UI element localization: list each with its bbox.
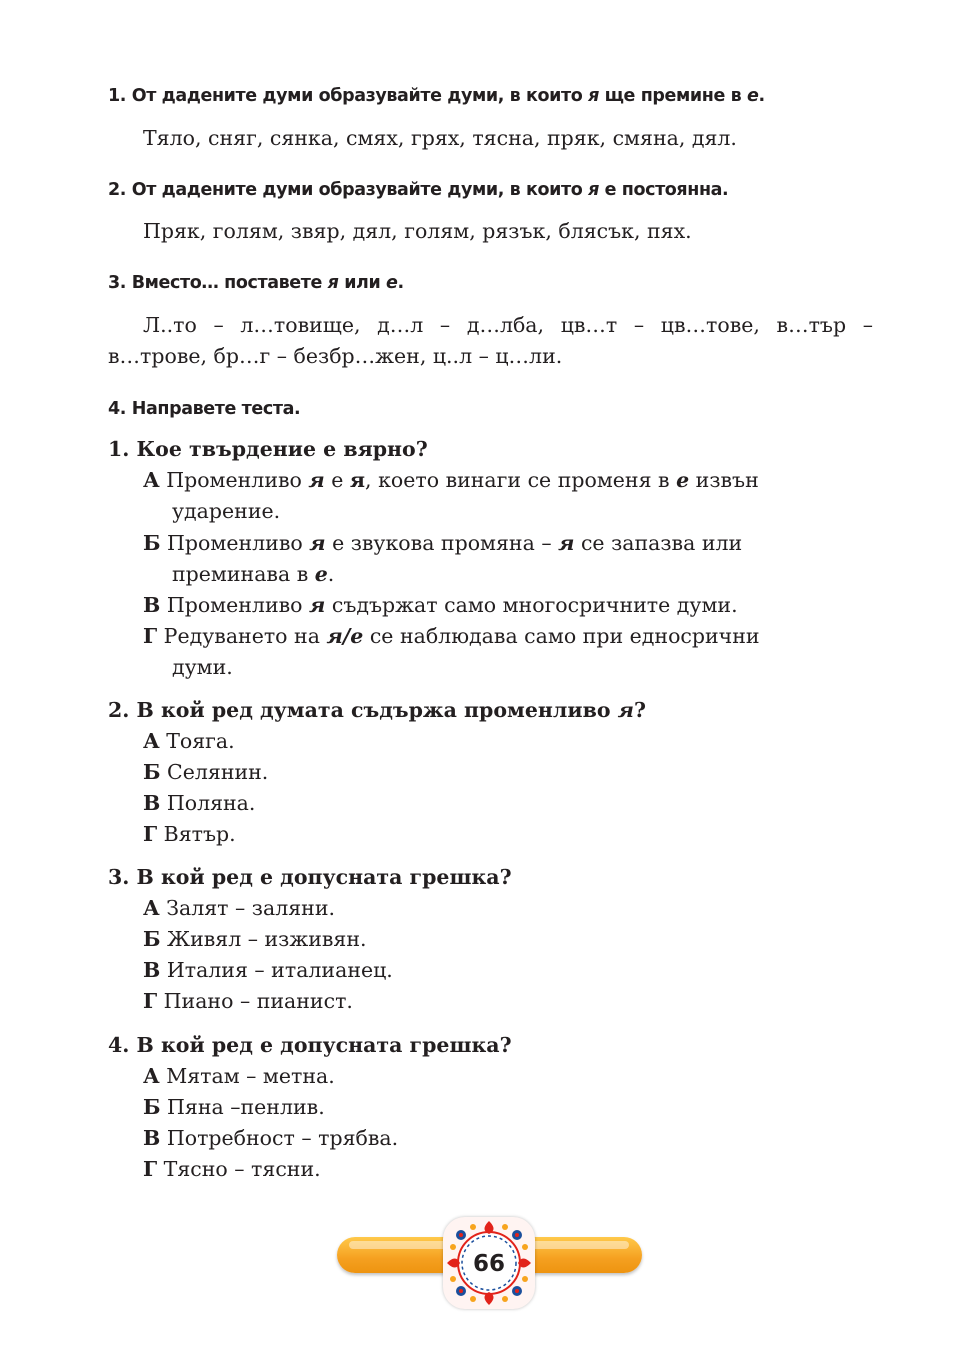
q3-option: [143, 924, 873, 955]
q1-option-g-text-1: Редуването на: [157, 624, 327, 648]
q1-option-v-ya: я: [309, 593, 326, 617]
q4-option-letter: Г: [143, 1157, 158, 1181]
question-2-ya: я: [617, 698, 634, 722]
task-3-heading-period: .: [397, 273, 404, 293]
task-4-heading: 4. Направете теста.: [108, 399, 301, 419]
q1-option-b-ya-2: я: [558, 531, 575, 555]
question-2-text: 2. В кой ред думата съдържа променливо: [108, 698, 618, 722]
q2-option: [143, 726, 873, 757]
q1-option-a-text-4: извън: [689, 468, 759, 492]
q3-option-text: Пиано – пианист.: [157, 989, 353, 1013]
q2-option: [143, 757, 873, 788]
q4-option-text: Потребност – трябва.: [160, 1126, 399, 1150]
q4-option-letter: Б: [143, 1095, 161, 1119]
question-2: [108, 695, 646, 726]
q1-option-a-letter: А: [143, 468, 160, 492]
q1-option-v: [143, 590, 873, 621]
q1-option-a-e: е: [676, 468, 690, 492]
q2-option-text: Селянин.: [160, 760, 269, 784]
q1-option-g-letter: Г: [143, 624, 158, 648]
task-1-heading-letter-ya: я: [588, 86, 599, 106]
q1-option-g-ya-e: я/е: [326, 624, 364, 648]
task-1-heading-text-2: ще премине в: [598, 86, 747, 106]
q4-option-letter: В: [143, 1126, 161, 1150]
task-3-heading-letter-e: е: [386, 273, 398, 293]
q1-option-b-text-2: е звукова промяна –: [325, 531, 559, 555]
q1-option-a-text-3: , което винаги се променя в: [365, 468, 677, 492]
task-2-heading-text-2: е постоянна.: [598, 180, 729, 200]
q4-option: [143, 1061, 873, 1092]
q1-option-a-ya-2: я: [349, 468, 366, 492]
q3-option-text: Живял – изживян.: [160, 927, 367, 951]
question-3: 3. В кой ред е допусната грешка?: [108, 865, 512, 889]
q1-option-a-text-2: е: [324, 468, 350, 492]
q3-option-letter: Г: [143, 989, 158, 1013]
q1-option-b-ya-1: я: [309, 531, 326, 555]
task-3-line-2: в…трове, бр…г – безбр…жен, ц..л – ц…ли.: [108, 344, 563, 368]
task-1-heading-text: 1. От дадените думи образувайте думи, в които: [108, 86, 589, 106]
task-2-heading: [108, 180, 728, 200]
question-1: 1. Кое твърдение е вярно?: [108, 437, 428, 461]
q1-option-b-text-1: Променливо: [160, 531, 310, 555]
task-3-heading: [108, 273, 404, 293]
q4-option-text: Мятам – метна.: [159, 1064, 335, 1088]
q1-option-b-letter: Б: [143, 531, 161, 555]
q3-option-letter: Б: [143, 927, 161, 951]
task-3-heading-text: 3. Вместо… поставете: [108, 273, 328, 293]
q2-option: [143, 788, 873, 819]
q1-option-b: [143, 528, 873, 590]
q3-option: [143, 955, 873, 986]
q2-option-text: Тояга.: [159, 729, 235, 753]
q3-option-text: Залят – заляни.: [159, 896, 335, 920]
q4-option-letter: А: [143, 1064, 160, 1088]
task-1-words: Тяло, сняг, сянка, смях, грях, тясна, пряк, смяна, дял.: [143, 126, 737, 150]
q2-option-text: Поляна.: [160, 791, 256, 815]
page-number: 66: [472, 1251, 505, 1277]
q1-option-a: [143, 465, 873, 527]
q1-option-g: [143, 621, 873, 683]
q1-option-v-letter: В: [143, 593, 161, 617]
q2-option: [143, 819, 873, 850]
task-3-line-1: Л..то – л…товище, д…л – д…лба, цв…т – цв…тове, в…тър –: [143, 313, 873, 337]
q1-option-v-text-1: Променливо: [160, 593, 310, 617]
q3-option-letter: В: [143, 958, 161, 982]
q1-option-g-continuation: думи.: [172, 655, 233, 679]
q2-option-text: Вятър.: [157, 822, 236, 846]
q2-option-letter: В: [143, 791, 161, 815]
task-1-heading-letter-e: е: [747, 86, 759, 106]
q2-option-letter: Г: [143, 822, 158, 846]
q1-option-b-period: .: [327, 562, 335, 586]
q1-option-a-continuation: ударение.: [172, 499, 281, 523]
q1-option-a-ya-1: я: [308, 468, 325, 492]
q3-option: [143, 986, 873, 1017]
q2-option-letter: Б: [143, 760, 161, 784]
q1-option-a-text-1: Променливо: [159, 468, 309, 492]
q4-option: [143, 1154, 873, 1185]
q3-option-letter: А: [143, 896, 160, 920]
question-4: 4. В кой ред е допусната грешка?: [108, 1033, 512, 1057]
task-2-heading-text: 2. От дадените думи образувайте думи, в които: [108, 180, 589, 200]
task-1-heading: [108, 86, 765, 106]
q1-option-b-cont-text: преминава в: [172, 562, 315, 586]
task-3-heading-letter-ya: я: [327, 273, 339, 293]
q1-option-b-e: е: [314, 562, 328, 586]
task-3-heading-text-2: или: [338, 273, 387, 293]
task-3-exercise: [108, 310, 873, 372]
q4-option-text: Тясно – тясни.: [157, 1157, 321, 1181]
q1-option-b-continuation: [143, 559, 873, 590]
q4-option: [143, 1092, 873, 1123]
q1-option-g-text-2: се наблюдава само при едносрични: [363, 624, 760, 648]
q1-option-v-text-2: съдържат само многосричните думи.: [325, 593, 738, 617]
question-2-mark: ?: [633, 698, 646, 722]
q4-option: [143, 1123, 873, 1154]
q3-option: [143, 893, 873, 924]
q1-option-b-text-3: се запазва или: [574, 531, 743, 555]
task-2-heading-letter-ya: я: [588, 180, 599, 200]
task-2-words: Пряк, голям, звяр, дял, голям, рязък, блясък, пях.: [143, 219, 692, 243]
q3-option-text: Италия – италианец.: [160, 958, 393, 982]
q2-option-letter: А: [143, 729, 160, 753]
task-1-heading-period: .: [758, 86, 765, 106]
q4-option-text: Пяна –пенлив.: [160, 1095, 325, 1119]
